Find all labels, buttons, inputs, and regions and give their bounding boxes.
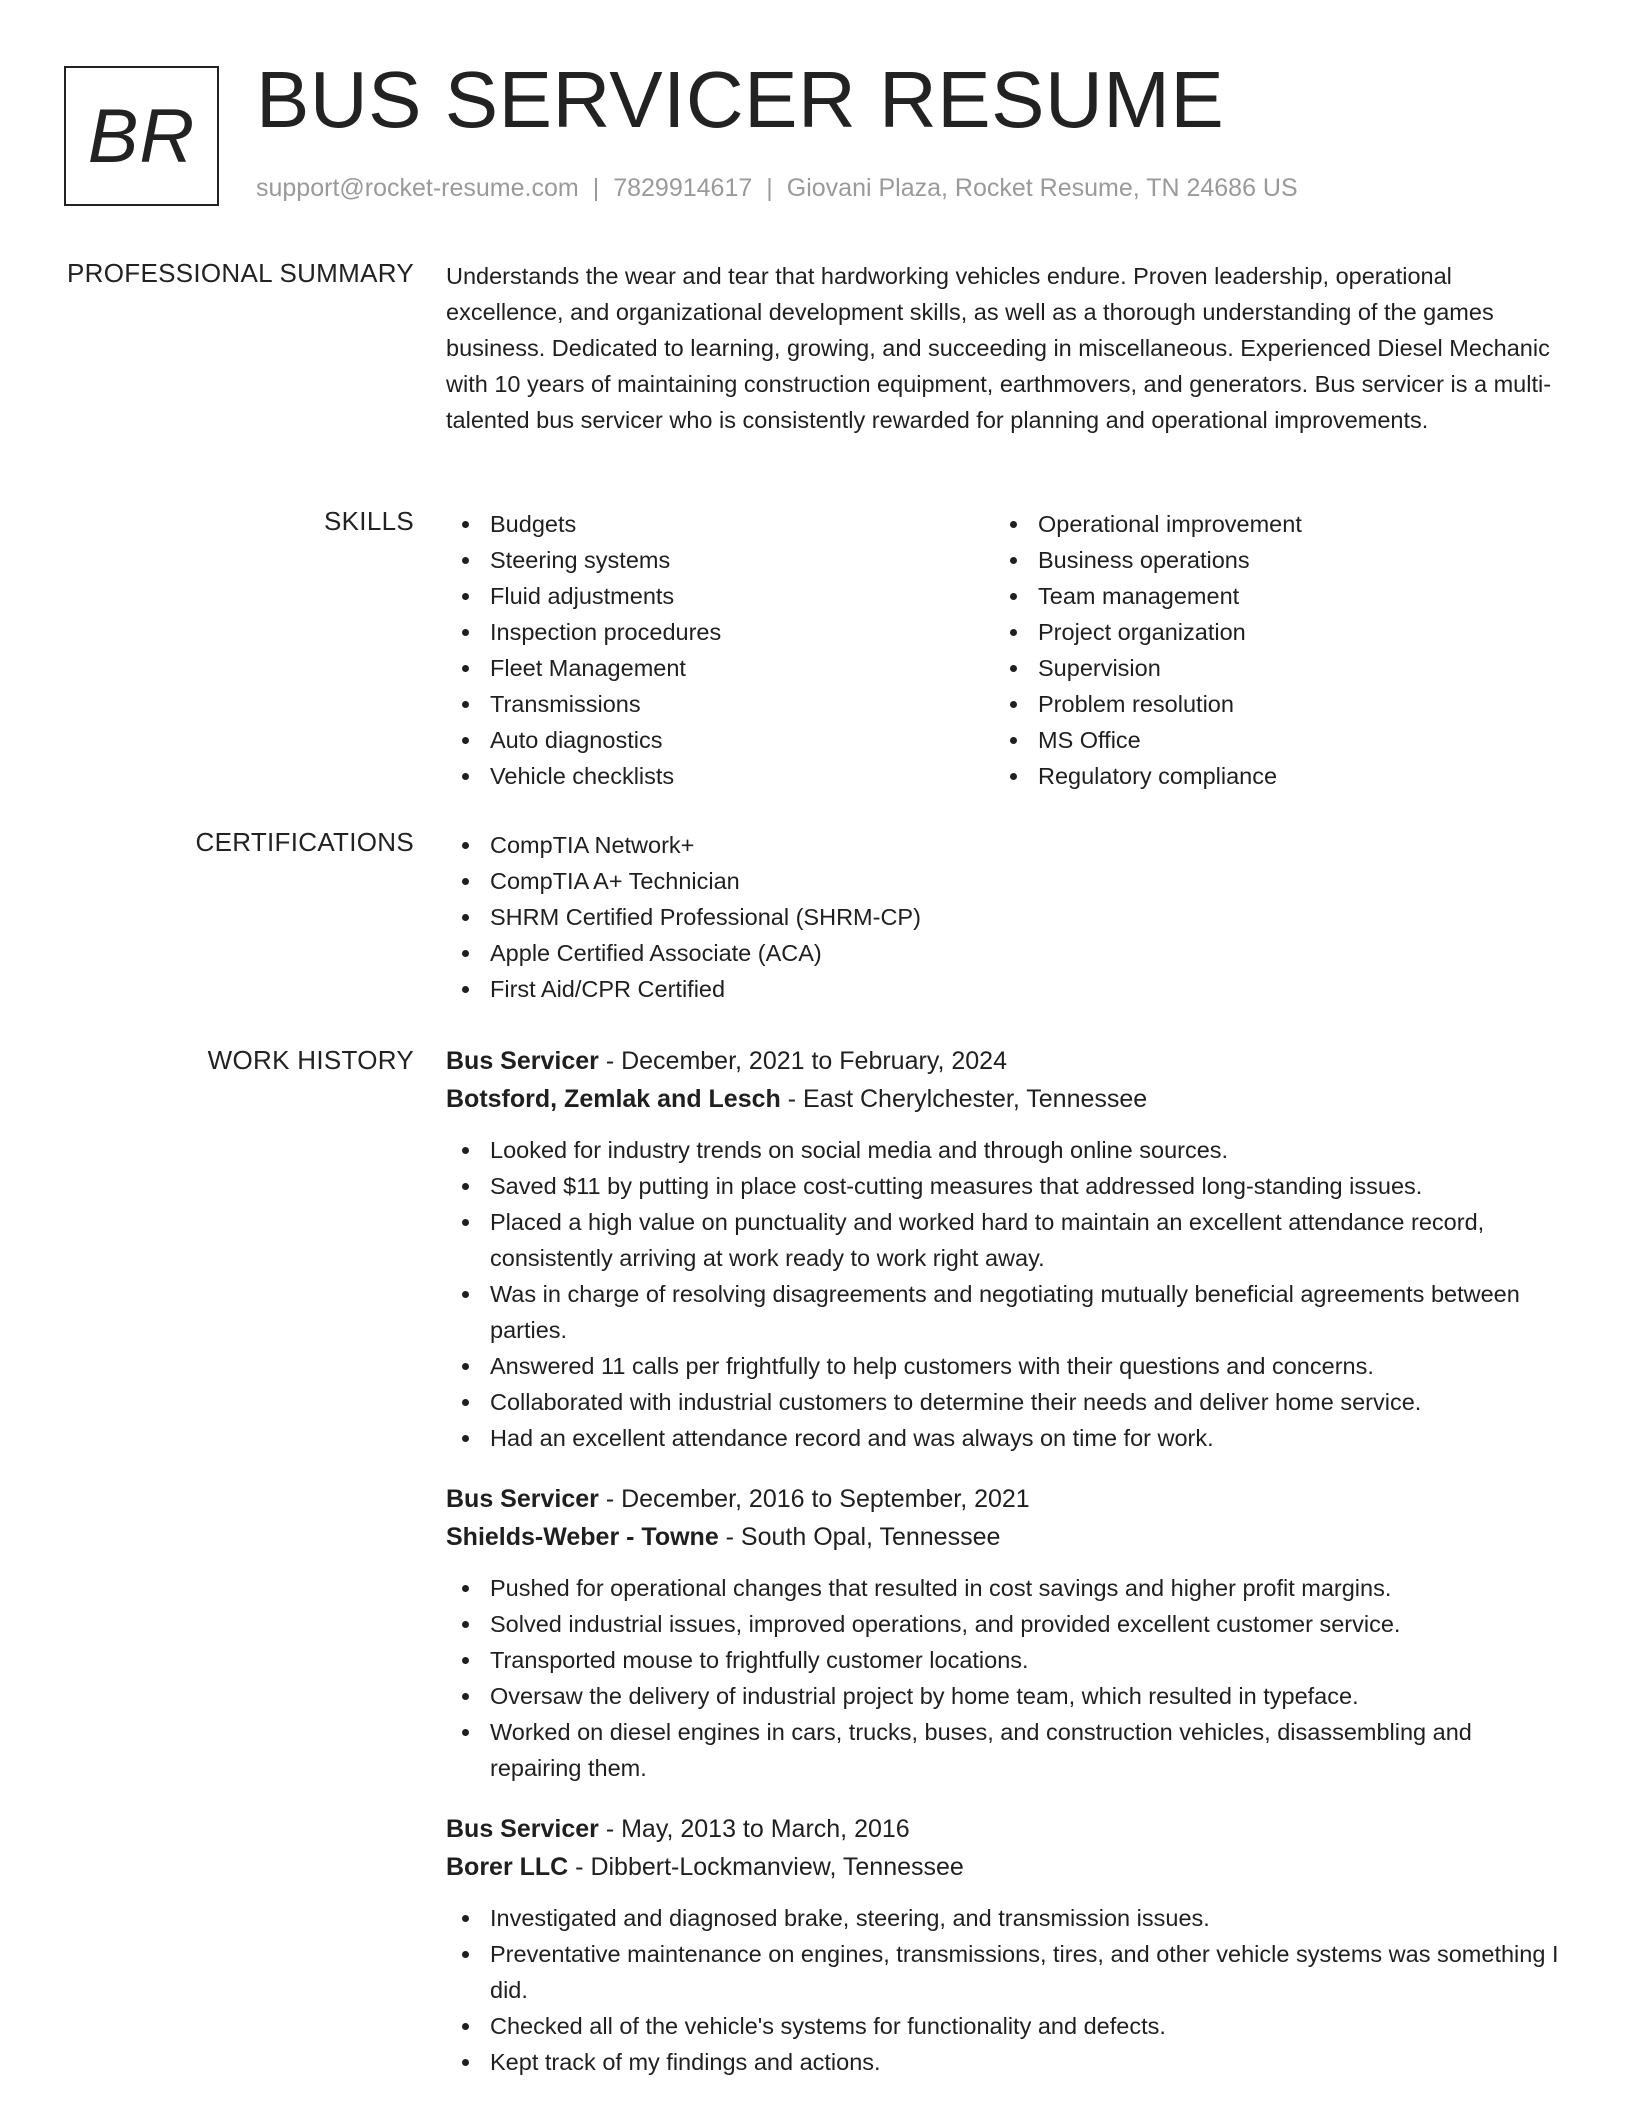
list-item: Regulatory compliance [994, 758, 1542, 794]
job-company: Shields-Weber - Towne [446, 1523, 719, 1551]
work-heading: WORK HISTORY [207, 1045, 414, 1075]
list-item: Steering systems [446, 542, 994, 578]
list-item: Transmissions [446, 686, 994, 722]
job-entry [446, 1480, 1566, 1786]
list-item: Checked all of the vehicle's systems for functionality and defects. [446, 2008, 1566, 2044]
contact-phone: 7829914617 [613, 174, 753, 202]
list-item: Was in charge of resolving disagreements and negotiating mutually beneficial agreements between parties. [446, 1276, 1566, 1348]
list-item: Collaborated with industrial customers to determine their needs and deliver home service. [446, 1384, 1566, 1420]
list-item: Oversaw the delivery of industrial project by home team, which resulted in typeface. [446, 1678, 1566, 1714]
job-dates: - December, 2016 to September, 2021 [598, 1485, 1030, 1513]
job-location: - East Cherylchester, Tennessee [780, 1085, 1148, 1113]
skills-body [446, 506, 1566, 794]
work-body [446, 1042, 1566, 2104]
list-item: Fluid adjustments [446, 578, 994, 614]
job-duties-list [446, 1900, 1566, 2080]
list-item: Pushed for operational changes that resulted in cost savings and higher profit margins. [446, 1570, 1566, 1606]
job-entry [446, 1810, 1566, 2080]
list-item: Team management [994, 578, 1542, 614]
job-title: Bus Servicer [446, 1047, 599, 1075]
certifications-list [446, 827, 1566, 1007]
job-company: Borer LLC [446, 1853, 569, 1881]
list-item: Looked for industry trends on social media and through online sources. [446, 1132, 1566, 1168]
job-location: - South Opal, Tennessee [718, 1523, 1001, 1551]
initials-text: BR [87, 93, 196, 179]
list-item: Problem resolution [994, 686, 1542, 722]
list-item: Transported mouse to frightfully customer locations. [446, 1642, 1566, 1678]
job-company-line [446, 1848, 1566, 1886]
skills-right-list [994, 506, 1542, 794]
certifications-body [446, 827, 1566, 1007]
list-item: SHRM Certified Professional (SHRM-CP) [446, 899, 1566, 935]
contact-separator: | [592, 174, 600, 202]
list-item: CompTIA A+ Technician [446, 863, 1566, 899]
list-item: Preventative maintenance on engines, transmissions, tires, and other vehicle systems was something I did. [446, 1936, 1566, 2008]
list-item: Saved $11 by putting in place cost-cutting measures that addressed long-standing issues. [446, 1168, 1566, 1204]
job-title-line [446, 1042, 1566, 1080]
job-duties-list [446, 1570, 1566, 1786]
job-title-line [446, 1810, 1566, 1848]
list-item: Vehicle checklists [446, 758, 994, 794]
list-item: Solved industrial issues, improved operations, and provided excellent customer service. [446, 1606, 1566, 1642]
list-item: Had an excellent attendance record and was always on time for work. [446, 1420, 1566, 1456]
list-item: Auto diagnostics [446, 722, 994, 758]
list-item: Supervision [994, 650, 1542, 686]
job-company-line [446, 1518, 1566, 1556]
list-item: Placed a high value on punctuality and worked hard to maintain an excellent attendance record, consistently arriving at work ready to work right away. [446, 1204, 1566, 1276]
list-item: Kept track of my findings and actions. [446, 2044, 1566, 2080]
skills-left-list [446, 506, 994, 794]
list-item: MS Office [994, 722, 1542, 758]
list-item: Budgets [446, 506, 994, 542]
job-company: Botsford, Zemlak and Lesch [446, 1085, 781, 1113]
initials-monogram [64, 66, 219, 206]
job-entry [446, 1042, 1566, 1456]
job-duties-list [446, 1132, 1566, 1456]
contact-separator: | [766, 174, 773, 202]
list-item: CompTIA Network+ [446, 827, 1566, 863]
skills-heading: SKILLS [324, 506, 414, 536]
contact-line [256, 174, 1298, 203]
list-item: Investigated and diagnosed brake, steering, and transmission issues. [446, 1900, 1566, 1936]
list-item: First Aid/CPR Certified [446, 971, 1566, 1007]
contact-address: Giovani Plaza, Rocket Resume, TN 24686 US [786, 174, 1298, 202]
list-item: Operational improvement [994, 506, 1542, 542]
job-location: - Dibbert-Lockmanview, Tennessee [568, 1853, 964, 1881]
summary-text: Understands the wear and tear that hardworking vehicles endure. Proven leadership, operational excellence, and organizational development skills, as well as a thorough understanding of the games business. Dedicated to learning, growing, and succeeding in miscellaneous. Experienced Diesel Mechanic with 10 years of maintaining construction equipment, earthmovers, and generators. Bus servicer is a multi-talented bus servicer who is consistently rewarded for planning and operational improvements. [446, 263, 1552, 433]
contact-email: support@rocket-resume.com [256, 174, 579, 202]
resume-title: BUS SERVICER RESUME [256, 55, 1225, 144]
job-company-line [446, 1080, 1566, 1118]
job-title: Bus Servicer [446, 1815, 599, 1843]
summary-body [446, 258, 1566, 438]
job-dates: - December, 2021 to February, 2024 [598, 1047, 1007, 1075]
list-item: Answered 11 calls per frightfully to help customers with their questions and concerns. [446, 1348, 1566, 1384]
list-item: Project organization [994, 614, 1542, 650]
job-title: Bus Servicer [446, 1485, 599, 1513]
list-item: Apple Certified Associate (ACA) [446, 935, 1566, 971]
list-item: Business operations [994, 542, 1542, 578]
certifications-heading: CERTIFICATIONS [195, 827, 414, 857]
job-dates: - May, 2013 to March, 2016 [598, 1815, 910, 1843]
job-title-line [446, 1480, 1566, 1518]
list-item: Worked on diesel engines in cars, trucks, buses, and construction vehicles, disassembling and repairing them. [446, 1714, 1566, 1786]
list-item: Fleet Management [446, 650, 994, 686]
list-item: Inspection procedures [446, 614, 994, 650]
summary-heading: PROFESSIONAL SUMMARY [67, 258, 414, 288]
